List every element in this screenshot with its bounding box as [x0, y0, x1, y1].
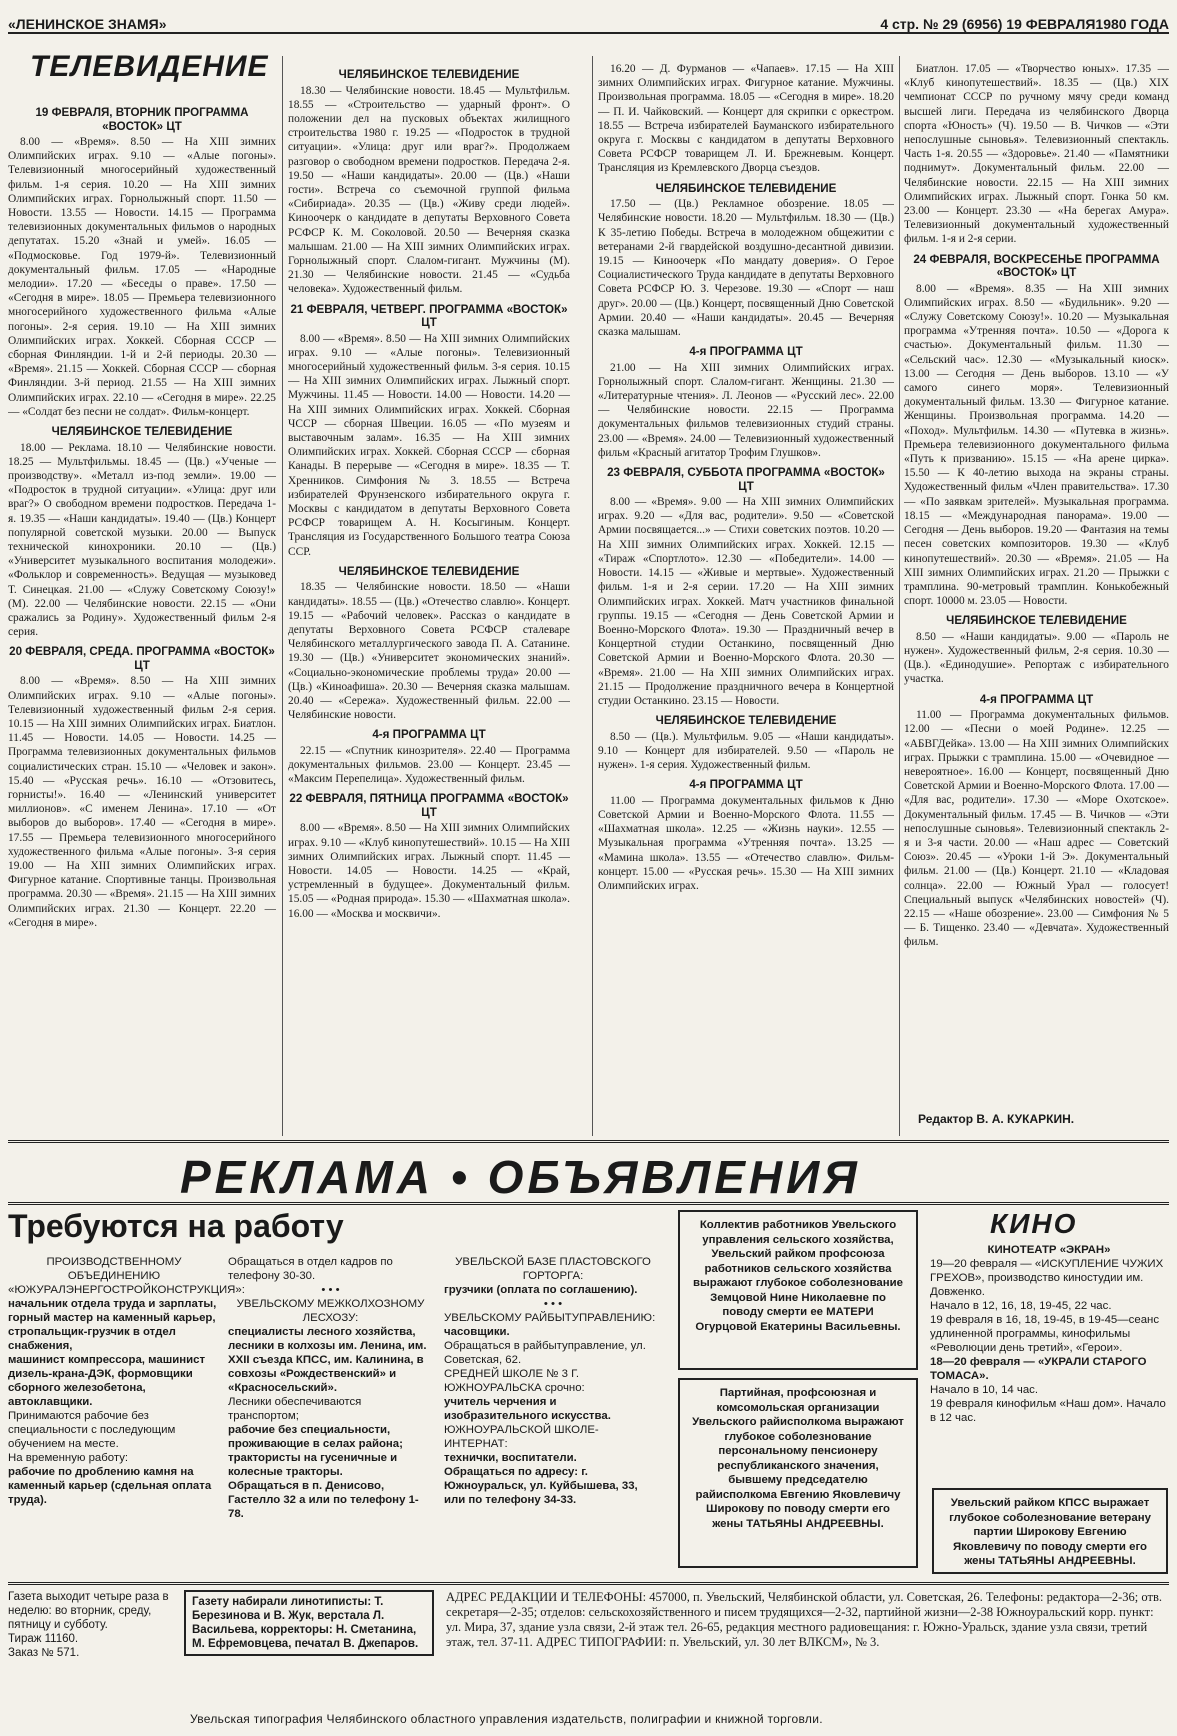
- footer-text: Тираж 11160.: [8, 1633, 79, 1645]
- ad-separator: • • •: [321, 1284, 340, 1296]
- day-heading: 20 ФЕВРАЛЯ, СРЕДА. ПРОГРАММА «ВОСТОК» ЦТ: [9, 645, 275, 672]
- tv-section-title: ТЕЛЕВИДЕНИЕ: [30, 50, 269, 83]
- day-heading: 24 ФЕВРАЛЯ, ВОСКРЕСЕНЬЕ ПРОГРАММА «ВОСТОК» ЦТ: [913, 252, 1160, 280]
- staff-credits: [184, 1590, 434, 1656]
- ad-line: учитель черчения и изобразительного искусства.: [444, 1396, 611, 1422]
- issue-info: 4 стр. № 29 (6956) 19 ФЕВРАЛЯ1980 ГОДА: [880, 16, 1169, 32]
- channel-heading: ЧЕЛЯБИНСКОЕ ТЕЛЕВИДЕНИЕ: [338, 68, 520, 81]
- footer-text: АДРЕС РЕДАКЦИИ И ТЕЛЕФОНЫ: 457000, п. Увельский, Челябинской области, ул. Советская, 26. Телефоны: редактора—2-36; отв. секретаря—2-35; отделов: сельскохозяйственного и писем трудящихся—2-32, партийной жизни—2-38 Южноуральский корр. пункт: ул. Мира, 37, здание узла связи, 2-й этаж тел. 26-65, редакция местного радиовещания: г. Южно-Уральск, здание узла связи, третий этаж, тел. 37-11. АДРЕС ТИПОГРАФИИ: п. Увельский, ул. 30 лет ВЛКСМ», № 3.: [446, 1590, 1162, 1649]
- cinema-line: 19 февраля в 16, 18, 19-45, в 19-45—сеанс удлиненной программы, кинофильмы «Революции день третий», «Герои».: [930, 1314, 1160, 1354]
- schedule-text: 17.50 — (Цв.) Рекламное обозрение. 18.05 — Челябинские новости. 18.20 — Мультфильм. 18.30 — (Цв.) К 35-летию Победы. Встреча в молодежном общежитии с ветеранами 2-й гвардейской воздушно-десантной дивизии. 19.15 — Киноочерк «По мандату доверия». О Герое Социалистического Труда кандидате в депутаты Верховного Совета РСФСР Ю. З. Черезове. 19.30 — «Спорт — наш друг». 20.00 — (Цв.) Концерт, посвященный Дню Советской Армии. 20.40 — «Наши кандидаты». 20.45 — Вечерняя сказка малышам.: [598, 198, 894, 338]
- cinema-line: Начало в 10, 14 час.: [930, 1384, 1039, 1396]
- channel-heading: ЧЕЛЯБИНСКОЕ ТЕЛЕВИДЕНИЕ: [338, 564, 520, 578]
- ad-separator: • • •: [543, 1298, 563, 1310]
- tv-column-1: [8, 100, 276, 1150]
- schedule-text: 22.15 — «Спутник кинозрителя». 22.40 — Программа документальных фильмов. 23.00 — Концерт. 23.45 — «Максим Перепелица». Художественный фильм.: [288, 744, 570, 786]
- schedule-text: 8.50 — «Наши кандидаты». 9.00 — «Пароль не нужен». Художественный фильм, 2-я серия. 10.30 — (Цв.). «Единодушие». Репортаж с избирательного участка.: [904, 630, 1169, 686]
- tv-column-4: [904, 62, 1169, 1122]
- day-heading: 21 ФЕВРАЛЯ, ЧЕТВЕРГ. ПРОГРАММА «ВОСТОК» ЦТ: [290, 302, 568, 330]
- ad-line: начальник отдела труда и зарплаты,: [8, 1298, 217, 1310]
- cinema-schedule: [930, 1243, 1168, 1425]
- cinema-line: 19 февраля кинофильм «Наш дом». Начало в 12 час.: [930, 1398, 1166, 1424]
- jobs-title: Требуются на работу: [8, 1208, 344, 1244]
- editorial-address: [446, 1590, 1168, 1650]
- ad-heading: УВЕЛЬСКОМУ РАЙБЫТУПРАВЛЕНИЮ:: [444, 1312, 656, 1324]
- schedule-text: 8.00 — «Время». 8.50 — На XIII зимних Олимпийских играх. 9.10 — «Алые погоны». Телевизионный художественный фильм 2-я серия. 10.15 — На XIII зимних Олимпийских играх. Биатлон. 11.45 — Новости. 14.05 — Новости. 14.25 — Программа телевизионных документальных фильмов социалистических стран. 15.10 — «Человек и закон». 15.40 — «Русская речь». 16.10 — «Отзовитесь, горнисты!». 16.40 — «Ленинский университет миллионов». «С именем Ленина». 17.10 — «От выборов до выборов». 17.40 — «Сегодня в мире». 17.55 — Премьера телевизионного многосерийного художественного фильма «Алые погоны». 3-я серия 19.00 — На XIII зимних Олимпийских играх. Фигурное катание. Спортивные танцы. Произвольная программа. 20.30 — «Время». 21.15 — На XIII зимних Олимпийских играх. 21.30 — Концерт. 22.20 — «Сегодня в мире».: [8, 675, 276, 929]
- ad-heading: ЮЖНОУРАЛЬСКОЙ ШКОЛЕ-ИНТЕРНАТ:: [444, 1424, 599, 1450]
- channel-heading: ЧЕЛЯБИНСКОЕ ТЕЛЕВИДЕНИЕ: [946, 614, 1127, 628]
- ad-line: специалисты лесного хозяйства,: [228, 1326, 416, 1338]
- ad-line: часовщики.: [444, 1326, 510, 1338]
- ad-line: рабочие без специальности, проживающие в селах района;: [228, 1424, 403, 1450]
- ad-line: грузчики (оплата по соглашению).: [444, 1284, 638, 1296]
- column-divider: [899, 56, 900, 1136]
- schedule-text: 8.00 — «Время». 8.50 — На XIII зимних Олимпийских играх. 9.10 — «Алые погоны». Телевизионный многосерийный художественный фильм. 3-я серия. 10.15 — На XIII зимних Олимпийских играх. Лыжный спорт. Мужчины. 11.45 — Новости. 14.00 — Новости. 14.20 — На XIII зимних Олимпийских играх. Хоккей. Сборная ЧССР — сборная Швеции. 16.05 — «По музеям и выставочным залам». 16.35 — На XIII зимних Олимпийских играх. Хоккей. Сборная СССР — сборная Канады. В перерыве — «Сегодня в мире». 18.35 — Т. Хренников. Симфония № 3. 18.55 — Встреча избирателей Фрунзенского избирательного округа г. Москвы с кандидатом в депутаты Верховного Совета РСФСР товарищем А. Н. Косыгиным. Концерт. Трансляция из Государственного Большого театра Союза ССР.: [288, 332, 570, 558]
- condolence-notice: Увельский райком КПСС выражает глубокое соболезнование ветерану партии Широкову Евгению Яковлевичу по поводу смерти его жены ТАТЬЯНЫ АНДРЕЕВНЫ.: [932, 1488, 1168, 1574]
- schedule-text: 18.00 — Реклама. 18.10 — Челябинские новости. 18.25 — Мультфильмы. 18.45 — (Цв.) «Ученые — производству». «Металл из-под земли». 19.00 — «Подросток в трудной ситуации». «Улица: друг или враг?» О свободном времени подростков. Передача 1-я. 19.35 — «Наши кандидаты». 19.40 — (Цв.) Концерт популярной советской музыки. 20.00 — Выпуск технической кинохроники. 20.10 — (Цв.) «Университет музыкального воспитания молодежи». «Фольклор и современность». Ведущая — музыковед Т. Синецкая. 21.00 — «Служу Советскому Союзу!» (М). 22.00 — Челябинские новости. 22.15 — «Они сражались за Родину». Художественный фильм 2-я серия.: [8, 441, 276, 639]
- newspaper-name: «ЛЕНИНСКОЕ ЗНАМЯ»: [8, 16, 167, 32]
- footer-divider: [8, 1582, 1169, 1585]
- day-heading: 23 ФЕВРАЛЯ, СУББОТА ПРОГРАММА «ВОСТОК» ЦТ: [607, 466, 885, 493]
- schedule-text: 8.00 — «Время». 8.50 — На XIII зимних Олимпийских играх. 9.10 — «Алые погоны». Телевизионный многосерийный художественный фильм. 1-я серия. 10.20 — На XIII зимних Олимпийских играх. Горнолыжный спорт. 11.50 — Новости. 13.55 — Новости. 14.15 — Программа телевизионных документальных фильмов о народных депутатах. 15.20 «Знай и умей». 16.05 — «Подмосковье. Год 1979-й». Телевизионный документальный фильм. 17.05 — «Народные мелодии». 17.20 — «Беседы о праве». 17.50 — «Сегодня в мире». 18.05 — Премьера телевизионного многосерийного художественного фильма «Алые погоны». 2-я серия. 19.10 — На XIII зимних Олимпийских играх. Хоккей. Сборная СССР — сборная Финляндии. 1-й и 2-й периоды. 20.30 — «Время». 21.15 — Хоккей. Сборная СССР — сборная Финляндии. 3-й период. 21.55 — На XIII зимних Олимпийских играх. 22.10 — «Сегодня в мире». 22.25 — «Солдат без песни не солдат». Фильм-концерт.: [8, 136, 276, 418]
- ad-line: стропальщик-грузчик в отдел снабжения,: [8, 1326, 176, 1352]
- column-divider: [592, 56, 593, 1136]
- masthead: [8, 8, 1169, 34]
- ad-line: машинист компрессора, машинист дизель-крана-ДЭК, формовщики сборного железобетона, автоклавщики.: [8, 1354, 206, 1408]
- ad-line: трактористы на гусеничные и колесные тракторы.: [228, 1452, 398, 1478]
- schedule-text: 8.00 — «Время». 9.00 — На XIII зимних Олимпийских играх. 9.20 — «Для вас, родители». 9.50 — «Советской Армии посвящается...» — Стихи советских поэтов. 10.20 — На XIII зимних Олимпийских играх. Хоккей. 12.15 — «Тираж «Спортлото». 12.30 — «Победители». 14.00 — Новости. 14.15 — «Живые и мертвые». Художественный фильм. 1-я и 2-я серии. 17.20 — На XIII зимних Олимпийских играх. Хоккей. Матч участников финальной группы. 19.15 — «Сегодня — День Советской Армии и Военно-Морского Флота». 19.30 — Праздничный вечер в Концертной студии Останкино, посвященный Дню Советской Армии и Военно-Морского Флота. 20.30 — «Время». 21.00 — На XIII зимних Олимпийских играх. 21.15 — Продолжение праздничного вечера в Концертной студии Останкино. 23.15 — Новости.: [598, 496, 894, 707]
- tv-column-2: [288, 62, 570, 1152]
- ad-line: Обращаться в райбытуправление, ул. Советская, 62.: [444, 1340, 646, 1366]
- printing-house: Увельская типография Челябинского областного управления издательств, полиграфии и книжной торговли.: [190, 1712, 823, 1726]
- kino-title: КИНО: [990, 1208, 1078, 1239]
- tv-column-3: [598, 62, 894, 1152]
- cinema-line: 19—20 февраля — «ИСКУПЛЕНИЕ ЧУЖИХ ГРЕХОВ», производство киностудии им. Довженко.: [930, 1258, 1164, 1298]
- column-divider: [282, 56, 283, 1136]
- publication-info: [8, 1590, 173, 1660]
- day-heading: 19 ФЕВРАЛЯ, ВТОРНИК ПРОГРАММА «ВОСТОК» ЦТ: [35, 106, 249, 133]
- ad-heading: УВЕЛЬСКОМУ МЕЖКОЛХОЗНОМУ ЛЕСХОЗУ:: [236, 1298, 425, 1324]
- condolence-notice: Коллектив работников Увельского управления сельского хозяйства, Увельский райком профсоюза работников сельского хозяйства выражают глубокое соболезнование Земцовой Нине Николаевне по поводу смерти ее МАТЕРИ Огурцовой Екатерины Васильевны.: [678, 1210, 918, 1370]
- schedule-text: 8.00 — «Время». 8.50 — На XIII зимних Олимпийских играх. 9.10 — «Клуб кинопутешествий». 10.15 — На XIII зимних Олимпийских играх. Лыжный спорт. 11.45 — Новости. 14.05 — Новости. 14.25 — «Край, устремленный в будущее». Документальный фильм. 15.05 — «Родная природа». 15.30 — «Шахматная школа». 16.00 — «Москва и москвичи».: [288, 822, 570, 920]
- job-ad-forestry: [228, 1255, 433, 1521]
- schedule-text: 18.30 — Челябинские новости. 18.45 — Мультфильм. 18.55 — «Строительство — ударный фронт». О положении дел на пусковых объектах жилищного строительства 1980 г. 19.25 — «Подросток в трудной ситуации». «Улица: друг или враг?». Продолжаем разговор о свободном времени подростков. Передача 2-я. 19.50 — «Наши кандидаты». 20.00 — (Цв.) «Наши гости». Встреча со съемочной группой фильма «Сибириада». 20.35 — (Цв.) «Живу среди людей». Киноочерк о кандидате в депутаты Верховного Совета РСФСР К. М. Соколовой. 20.50 — Вечерняя сказка малышам. 21.00 — На XIII зимних Олимпийских играх. Горнолыжный спорт. Слалом-гигант. Мужчины (М). 21.30 — Челябинские новости. 21.45 — «Судьба человека». Художественный фильм.: [288, 84, 570, 296]
- schedule-text: 21.00 — На XIII зимних Олимпийских играх. Горнолыжный спорт. Слалом-гигант. Женщины. 21.30 — «Литературные чтения». Л. Леонов — «Русский лес». 22.00 — Челябинские новости. 22.15 — Программа документальных фильмов телевизионных студий страны. 23.00 — «Время». 24.00 — Телевизионный художественный фильм «Красный агитатор Трофим Глушков».: [598, 361, 894, 459]
- ad-heading: УВЕЛЬСКОЙ БАЗЕ ПЛАСТОВСКОГО ГОРТОРГА:: [455, 1256, 651, 1282]
- ad-line: горный мастер на каменный карьер,: [8, 1312, 216, 1324]
- ads-banner: РЕКЛАМА • ОБЪЯВЛЕНИЯ: [180, 1151, 861, 1203]
- channel-heading: ЧЕЛЯБИНСКОЕ ТЕЛЕВИДЕНИЕ: [51, 425, 233, 439]
- ad-line: Принимаются рабочие без специальности с последующим обучением на месте.: [8, 1410, 176, 1450]
- cinema-name: КИНОТЕАТР «ЭКРАН»: [987, 1244, 1111, 1256]
- channel-heading: ЧЕЛЯБИНСКОЕ ТЕЛЕВИДЕНИЕ: [655, 181, 837, 195]
- schedule-text: 11.00 — Программа документальных фильмов к Дню Советской Армии и Военно-Морского Флота. 11.55 — «Шахматная школа». 12.25 — «Жизнь науки». 12.55 — Музыкальная программа «Утренняя почта». 13.25 — «Мамина школа». 13.55 — «Отечество славлю». Фильм-концерт. 15.00 — «Русская речь». 15.30 — На XIII зимних Олимпийских играх.: [598, 794, 894, 892]
- schedule-text: 18.35 — Челябинские новости. 18.50 — «Наши кандидаты». 18.55 — (Цв.) «Отечество славлю». Концерт. 19.15 — «Рабочий человек». Рассказ о кандидате в депутаты Верховного Совета РСФСР сталеваре Челябинского металлургического завода П. А. Сатанине. 19.30 — (Цв.) «Университет экономических знаний». «Социально-экономические проблемы труда» 20.00 — (Цв.) «Киноафиша». 20.30 — Вечерняя сказка малышам. 20.40 — «Сережа». Художественный фильм. 22.00 — Челябинские новости.: [288, 581, 570, 722]
- ad-heading: ПРОИЗВОДСТВЕННОМУ ОБЪЕДИНЕНИЮ «ЮЖУРАЛЭНЕРГОСТРОЙКОНСТРУКЦИЯ»:: [8, 1256, 245, 1296]
- channel-heading: ЧЕЛЯБИНСКОЕ ТЕЛЕВИДЕНИЕ: [655, 714, 837, 728]
- schedule-text: 8.00 — «Время». 8.35 — На XIII зимних Олимпийских играх. 8.50 — «Будильник». 9.20 — «Служу Советскому Союзу!». 10.20 — Музыкальная программа «Утренняя почта». 10.50 — «Дорога к счастью». Документальный фильм. 11.30 — «Сельский час». 12.30 — «Музыкальный киоск». 13.00 — Сегодня — День выборов. 13.10 — «У самого синего моря». Телевизионный документальный фильм. 13.30 — Фигурное катание. Женщины. Произвольная программа. 14.20 — «Поход». Мультфильм. 14.30 — «Путевка в жизнь». Премьера телевизионного документального фильма «Путь к призванию». 15.15 — «На арене цирка». 15.50 — К 40-летию выхода на экраны страны. Художественный фильм «Член правительства». 17.30 — «По заявкам зрителей». Музыкальная программа. 18.15 — «Международная панорама». 19.00 — Сегодня — День выборов. 19.20 — Фантазия на темы песен советских композиторов. 19.30 — «Клуб кинопутешествий». 20.30 — «Время». 21.05 — На XIII зимних Олимпийских играх. 21.20 — Прыжки с трамплина. 90-метровый трамплин. Конькобежный спорт. 10000 м. 23.05 — Новости.: [904, 282, 1169, 608]
- schedule-text: 16.20 — Д. Фурманов — «Чапаев». 17.15 — На XIII зимних Олимпийских играх. Фигурное катание. Мужчины. Произвольная программа. 18.05 — «Сегодня в мире». 18.20 — П. И. Чайковский. — Концерт для скрипки с оркестром. 18.55 — Встреча избирателей Бауманского избирательного округа г. Москвы с кандидатом в депутаты Верховного Совета РСФСР товарищем Л. И. Брежневым. Концерт. Трансляция из Кремлевского Дворца съездов.: [598, 63, 894, 175]
- ad-line: технички, воспитатели.: [444, 1452, 577, 1464]
- section-divider: [8, 1140, 1169, 1143]
- schedule-text: Биатлон. 17.05 — «Творчество юных». 17.35 — «Клуб кинопутешествий». 18.35 — (Цв.) XIX чемпионат СССР по ручному мячу среди команд высшей лиги. Передача из челябинского Дворца спорта «Юность» (Ч). 19.50 — В. Чичков — «Эти непослушные сыновья». Телевизионный спектакль. Часть 1-я. 20.55 — «Здоровье». 21.40 — «Памятники поднимут». Документальный фильм. 22.00 — Челябинские новости. 22.15 — На XIII зимних Олимпийских играх. Лыжный спорт. Гонка 50 км. 23.00 — Концерт. 23.30 — «На берегах Амура». Телевизионный документальный художественный фильм. 1-я и 2-я серии.: [904, 63, 1169, 246]
- day-heading: 22 ФЕВРАЛЯ, ПЯТНИЦА ПРОГРАММА «ВОСТОК» ЦТ: [289, 792, 569, 819]
- ad-line: Обращаться по адресу: г. Южноуральск, ул. Куйбышева, 33, или по телефону 34-33.: [444, 1466, 638, 1506]
- ad-line: Обращаться в отдел кадров по телефону 30-30.: [228, 1256, 393, 1282]
- footer-text: Газета выходит четыре раза в неделю: во вторник, среду, пятницу и субботу.: [8, 1591, 169, 1631]
- ad-line: лесники в колхозы им. Ленина, им. XXII съезда КПСС, им. Калинина, в совхозы «Рождественский» и «Красносельский».: [228, 1340, 427, 1394]
- cinema-line: 18—20 февраля — «УКРАЛИ СТАРОГО ТОМАСА».: [930, 1356, 1147, 1382]
- footer-text: Газету набирали линотиписты: Т. Березинова и В. Жук, верстала Л. Васильева, корректоры: Н. Сметанина, М. Ефремовцева, печатал В. Джепаров.: [192, 1596, 419, 1650]
- section-divider: [8, 1202, 1169, 1205]
- ad-line: Лесники обеспечиваются транспортом;: [228, 1396, 362, 1422]
- footer-text: Заказ № 571.: [8, 1647, 80, 1659]
- channel-heading: 4-я ПРОГРАММА ЦТ: [372, 728, 486, 742]
- cinema-line: Начало в 12, 16, 18, 19-45, 22 час.: [930, 1300, 1112, 1312]
- condolence-notice: Партийная, профсоюзная и комсомольская организации Увельского райисполкома выражают глубокое соболезнование персональному пенсионеру республиканского значения, бывшему председателю райисполкома Евгению Яковлевичу Широкову по поводу смерти его жены ТАТЬЯНЫ АНДРЕЕВНЫ.: [678, 1378, 918, 1568]
- schedule-text: 11.00 — Программа документальных фильмов. 12.00 — «Песни о моей Родине». 12.25 — «АБВГДейка». 13.00 — На XIII зимних Олимпийских играх. Прыжки с трамплина. 15.00 — «Очевидное — невероятное». 16.00 — Концерт, посвященный Дню Советской Армии и Военно-Морского Флота. 17.00 — «Для вас, родители». 17.30 — «Море Охотское». Документальный фильм. 17.45 — В. Чичков — «Эти непослушные сыновья». Телевизионный спектакль 2-я и 3-я части. 20.00 — «Наш адрес — Советский Союз». 20.45 — «Уроки 1-й Э». Документальный фильм. 21.00 — (Цв.) Концерт. 21.10 — «Кладовая солнца». 22.00 — Южный Урал — голосует! Специальный выпуск «Челябинских новостей» (Ч). 22.15 — «Наше обозрение». 23.00 — Симфония № 5 — Б. Тищенко. 23.40 — «Девчата». Художественный фильм.: [904, 709, 1169, 949]
- job-ad-energy: [8, 1255, 245, 1507]
- channel-heading: 4-я ПРОГРАММА ЦТ: [689, 345, 803, 359]
- ad-line: рабочие по дроблению камня на каменный карьер (сдельная оплата труда).: [8, 1466, 212, 1506]
- job-ad-uvelsk: [444, 1255, 662, 1507]
- schedule-text: 8.50 — (Цв.). Мультфильм. 9.05 — «Наши кандидаты». 9.10 — Концерт для избирателей. 9.50 — «Пароль не нужен». 1-я серия. Художественный фильм.: [598, 730, 894, 772]
- ad-line: На временную работу:: [8, 1452, 129, 1464]
- channel-heading: 4-я ПРОГРАММА ЦТ: [689, 778, 803, 792]
- ad-line: Обращаться в п. Денисово, Гастелло 32 а или по телефону 1-78.: [228, 1480, 419, 1520]
- channel-heading: 4-я ПРОГРАММА ЦТ: [979, 692, 1094, 706]
- ad-heading: СРЕДНЕЙ ШКОЛЕ № 3 Г. ЮЖНОУРАЛЬСКА срочно:: [444, 1368, 585, 1394]
- editor-signature: Редактор В. А. КУКАРКИН.: [918, 1112, 1075, 1126]
